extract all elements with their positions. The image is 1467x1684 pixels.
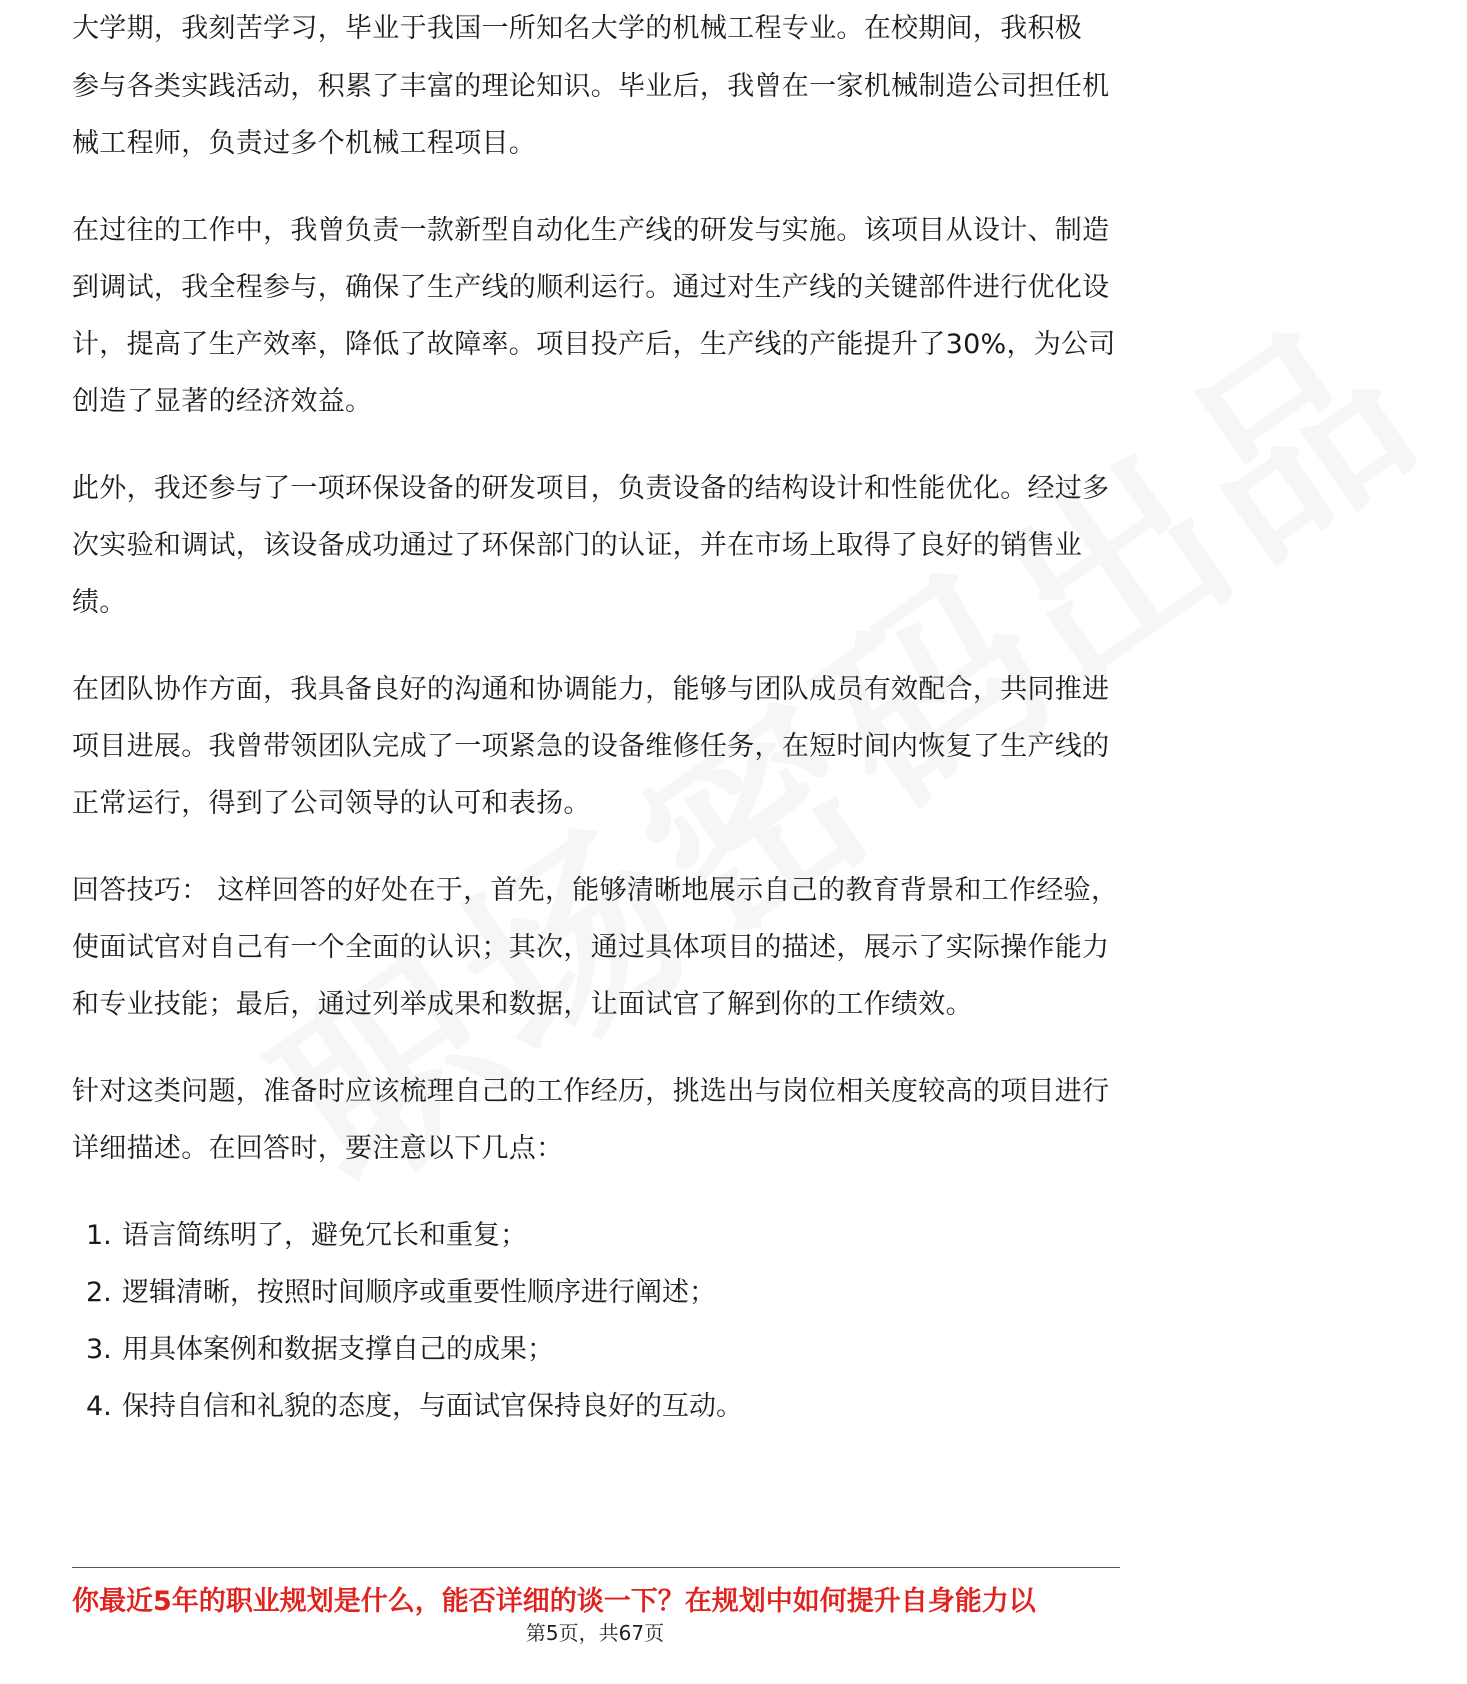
section-divider xyxy=(72,1567,1120,1568)
list-text: 逻辑清晰，按照时间顺序或重要性顺序进行阐述； xyxy=(122,1277,716,1308)
list-number: 2. xyxy=(86,1277,112,1308)
list-number: 3. xyxy=(86,1334,112,1365)
paragraph-production-line: 在过往的工作中，我曾负责一款新型自动化生产线的研发与实施。该项目从设计、制造到调试，我全程参与，确保了生产线的顺利运行。通过对生产线的关键部件进行优化设计，提高了生产效率，降低了故障率。项目投产后，生产线的产能提升了30%，为公司创造了显著的经济效益。 xyxy=(72,215,1116,417)
list-item xyxy=(72,1321,1120,1378)
paragraph-teamwork: 在团队协作方面，我具备良好的沟通和协调能力，能够与团队成员有效配合，共同推进项目进展。我曾带领团队完成了一项紧急的设备维修任务，在短时间内恢复了生产线的正常运行，得到了公司领导的认可和表扬。 xyxy=(72,674,1110,819)
list-item xyxy=(72,1264,1120,1321)
paragraph-education: 参与各类实践活动，积累了丰富的理论知识。毕业后，我曾在一家机械制造公司担任机械工程师，负责过多个机械工程项目。 xyxy=(72,71,1110,159)
list-item xyxy=(72,1378,1120,1435)
page-number-footer: 第5页，共67页 xyxy=(525,1621,665,1645)
list-text: 保持自信和礼貌的态度，与面试官保持良好的互动。 xyxy=(122,1391,743,1422)
list-number: 1. xyxy=(86,1220,112,1251)
next-question-heading: 你最近5年的职业规划是什么，能否详细的谈一下？在规划中如何提升自身能力以 xyxy=(72,1586,1036,1617)
list-text: 语言简练明了，避免冗长和重复； xyxy=(122,1220,527,1251)
document-body xyxy=(72,13,1120,1435)
cut-off-text: 大学期，我刻苦学习，毕业于我国一所知名大学的机械工程专业。在校期间，我积极 xyxy=(72,13,1083,44)
cut-off-line xyxy=(72,13,1120,58)
paragraph-preparation: 针对这类问题，准备时应该梳理自己的工作经历，挑选出与岗位相关度较高的项目进行详细描述。在回答时，要注意以下几点： xyxy=(72,1076,1110,1164)
list-number: 4. xyxy=(86,1391,112,1422)
list-text: 用具体案例和数据支撑自己的成果； xyxy=(122,1334,554,1365)
paragraph-answer-tips: 回答技巧： 这样回答的好处在于，首先，能够清晰地展示自己的教育背景和工作经验，使面试官对自己有一个全面的认识；其次，通过具体项目的描述，展示了实际操作能力和专业技能；最后，通过列举成果和数据，让面试官了解到你的工作绩效。 xyxy=(72,875,1119,1020)
list-item xyxy=(72,1207,1120,1264)
tips-list xyxy=(72,1207,1120,1435)
paragraph-environmental: 此外，我还参与了一项环保设备的研发项目，负责设备的结构设计和性能优化。经过多次实验和调试，该设备成功通过了环保部门的认证，并在市场上取得了良好的销售业绩。 xyxy=(72,473,1110,618)
